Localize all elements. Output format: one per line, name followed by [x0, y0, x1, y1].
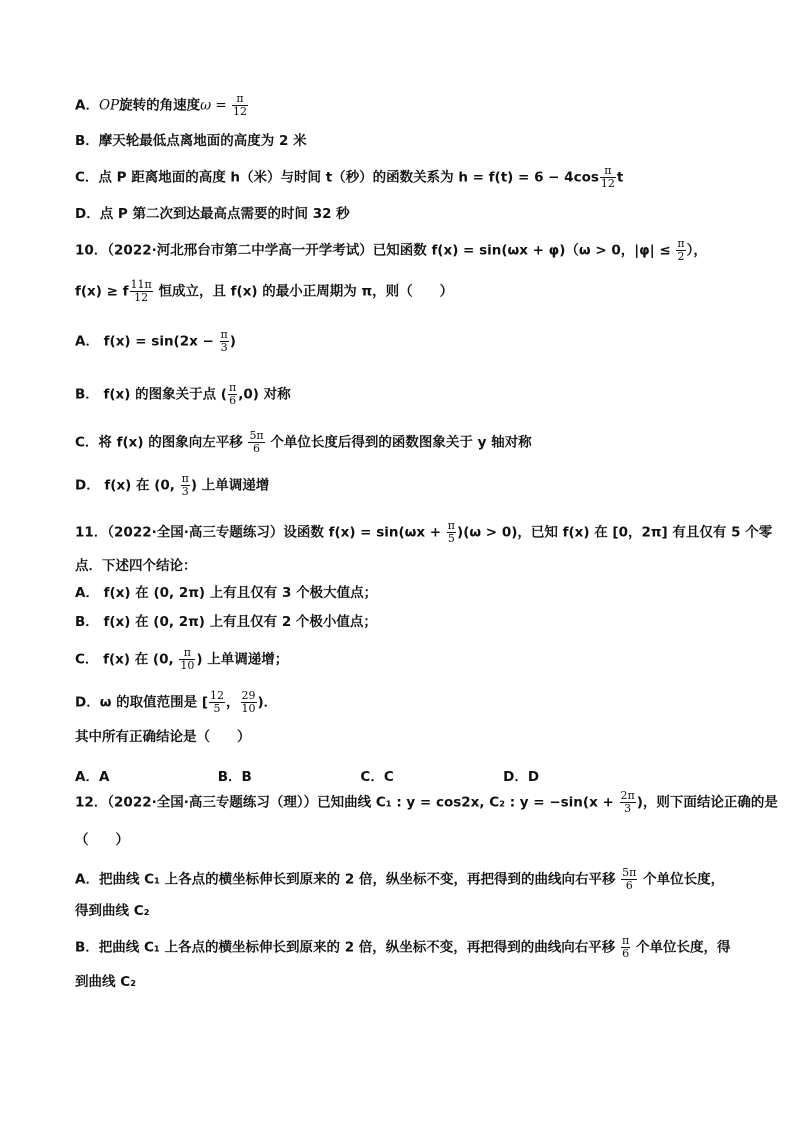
- fraction-numerator: π: [447, 519, 456, 532]
- fraction-denominator: 5: [447, 532, 455, 545]
- line-text: D．ω 的取值范围是 [: [75, 694, 209, 711]
- line-prefix: A．: [75, 97, 99, 114]
- fraction-numerator: π: [232, 93, 248, 106]
- text-line: [75, 131, 734, 151]
- line-suffix: 恒成立，且 f(x) 的最小正周期为 π，则（ ）: [153, 283, 454, 300]
- line-text: C． f(x) 在 (0,: [75, 651, 179, 668]
- line-text: 10．（2022·河北邢台市第二中学高一开学考试）已知函数 f(x) = sin(ωx + φ)（ω > 0，|φ| ≤: [75, 242, 676, 259]
- text-line: [75, 204, 734, 224]
- text-line: [75, 647, 734, 672]
- text-line: [75, 972, 734, 992]
- line-suffix: 个单位长度，得: [631, 939, 731, 956]
- text-line: [75, 93, 734, 118]
- fraction-numerator: 5π: [622, 866, 637, 879]
- fraction-denominator: 3: [624, 802, 632, 815]
- fraction-denominator: 3: [181, 485, 189, 498]
- line-suffix: )，则下面结论正确的是: [636, 794, 778, 811]
- fraction-numerator: 29: [241, 689, 256, 702]
- fraction-numerator: π: [181, 472, 189, 485]
- line-text: 其中所有正确结论是（ ）: [75, 729, 251, 745]
- fraction-numerator: 12: [210, 689, 225, 702]
- line-text: 旋转的角速度: [119, 97, 201, 114]
- option-c[interactable]: C．C: [360, 769, 394, 785]
- text-line: [75, 612, 734, 632]
- line-suffix: ) 上单调递增: [190, 477, 270, 494]
- text-line: [75, 382, 734, 407]
- option-b[interactable]: B．B: [217, 769, 252, 785]
- text-line: [75, 901, 734, 921]
- fraction-denominator: 2: [677, 250, 685, 263]
- fraction: [600, 165, 616, 190]
- option-a[interactable]: A．A: [75, 769, 110, 785]
- fraction: [130, 279, 153, 304]
- fraction-denominator: 3: [220, 341, 228, 354]
- line-suffix: )．: [257, 694, 278, 711]
- fraction-denominator: 6: [253, 442, 261, 455]
- fraction: [248, 430, 264, 455]
- text-line: [75, 727, 734, 747]
- fraction-denominator: 6: [229, 394, 237, 407]
- fraction-denominator: 10: [241, 702, 256, 715]
- text-line: [75, 430, 734, 455]
- fraction: [241, 690, 257, 715]
- line-text: D．点 P 第二次到达最高点需要的时间 32 秒: [75, 206, 350, 222]
- fraction-denominator: 5: [213, 702, 221, 715]
- line-text: A． f(x) 在 (0, 2π) 上有且仅有 3 个极大值点；: [75, 585, 378, 601]
- line-math: ω =: [200, 97, 232, 114]
- line-suffix: 个单位长度后得到的函数图象关于 y 轴对称: [265, 434, 532, 451]
- fraction: [621, 867, 637, 892]
- text-line: [75, 519, 773, 545]
- line-suffix: )(ω > 0)，已知 f(x) 在 [0，2π] 有且仅有 5 个零: [457, 524, 773, 541]
- line-suffix: ): [229, 333, 236, 350]
- line-text: f(x) ≥ f: [75, 283, 129, 300]
- fraction-numerator: π: [179, 647, 195, 660]
- fraction-denominator: 12: [134, 291, 149, 304]
- fraction-numerator: 5π: [249, 429, 264, 442]
- text-line: [75, 935, 734, 960]
- line-text: A． f(x) = sin(2x −: [75, 333, 219, 350]
- fraction: [181, 473, 190, 498]
- line-text: 12．（2022·全国·高三专题练习（理））已知曲线 C₁ : y = cos2x, C₂ : y = −sin(x +: [75, 794, 619, 811]
- line-suffix: ），: [686, 242, 707, 259]
- line-variable: OP: [98, 97, 120, 114]
- text-line: [75, 583, 734, 603]
- fraction: [621, 935, 630, 960]
- fraction-numerator: π: [220, 328, 228, 341]
- text-line: [75, 867, 734, 892]
- fraction: [209, 690, 225, 715]
- line-text: D． f(x) 在 (0,: [75, 477, 180, 494]
- text-line: [75, 473, 734, 498]
- line-text: 得到曲线 C₂: [75, 903, 150, 919]
- text-line: [75, 789, 778, 815]
- line-text: 点．下述四个结论：: [75, 558, 197, 574]
- fraction-denominator: 6: [625, 879, 633, 892]
- answer-options-row: [75, 765, 539, 785]
- fraction: [179, 647, 195, 672]
- line-text: C．点 P 距离地面的高度 h（米）与时间 t（秒）的函数关系为 h = f(t) = 6 − 4cos: [75, 169, 599, 186]
- fraction: [447, 520, 456, 545]
- line-text: B．把曲线 C₁ 上各点的横坐标伸长到原来的 2 倍，纵坐标不变，再把得到的曲线向右平移: [75, 939, 621, 956]
- line-text: B． f(x) 的图象关于点 (: [75, 386, 227, 403]
- fraction-numerator: π: [600, 165, 616, 178]
- line-text: 11．（2022·全国·高三专题练习）设函数 f(x) = sin(ωx +: [75, 524, 446, 541]
- text-line: [75, 690, 734, 715]
- fraction-numerator: π: [677, 237, 685, 250]
- line-suffix: ,0) 对称: [238, 386, 291, 403]
- fraction-numerator: 11π: [130, 278, 152, 291]
- line-text: 到曲线 C₂: [75, 974, 137, 990]
- fraction-denominator: 12: [233, 105, 248, 118]
- line-text: B．摩天轮最低点离地面的高度为 2 米: [75, 133, 307, 149]
- text-line: [75, 329, 734, 354]
- fraction-denominator: 10: [180, 659, 195, 672]
- line-suffix: t: [616, 169, 624, 186]
- text-line: [75, 238, 734, 263]
- fraction-numerator: π: [622, 934, 630, 947]
- line-text: B． f(x) 在 (0, 2π) 上有且仅有 2 个极小值点；: [75, 614, 377, 630]
- fraction: [620, 790, 636, 815]
- fraction-numerator: 2π: [620, 789, 635, 802]
- text-line: [75, 279, 734, 304]
- line-text: C．将 f(x) 的图象向左平移: [75, 434, 248, 451]
- fraction-numerator: π: [228, 381, 237, 394]
- fraction-denominator: 12: [600, 177, 615, 190]
- fraction: [232, 93, 248, 118]
- fraction: [228, 382, 237, 407]
- line-text: A．把曲线 C₁ 上各点的横坐标伸长到原来的 2 倍，纵坐标不变，再把得到的曲线向右平移: [75, 871, 621, 888]
- line-text: （ ）: [75, 832, 129, 848]
- line-separator: ，: [226, 694, 240, 711]
- line-suffix: 个单位长度，: [638, 871, 725, 888]
- option-d[interactable]: D．D: [503, 769, 540, 785]
- fraction: [220, 329, 229, 354]
- line-suffix: ) 上单调递增；: [196, 651, 289, 668]
- text-line: [75, 830, 734, 850]
- fraction: [676, 238, 685, 263]
- text-line: [75, 165, 734, 190]
- text-line: [75, 556, 734, 576]
- fraction-denominator: 6: [622, 947, 630, 960]
